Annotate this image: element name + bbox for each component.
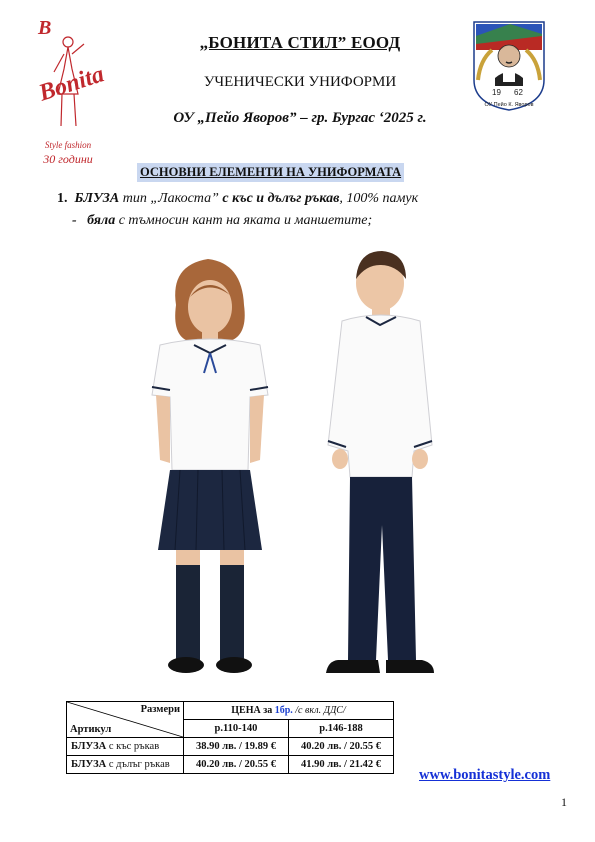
item-1-type: тип „Лакоста” xyxy=(119,191,223,206)
price-cell: 40.20 лв. / 20.55 € xyxy=(289,738,394,756)
price-header xyxy=(184,702,394,720)
price-cell: 38.90 лв. / 19.89 € xyxy=(184,738,289,756)
item-1-dash: - xyxy=(72,213,77,228)
price-table xyxy=(66,701,394,774)
boy-figure xyxy=(326,251,434,673)
item-1-detail xyxy=(72,213,372,229)
page-number: 1 xyxy=(561,795,567,809)
table-header-row xyxy=(67,702,394,720)
section-title: ОСНОВНИ ЕЛЕМЕНТИ НА УНИФОРМАТА xyxy=(137,163,404,182)
emblem-text: ОУ Пейо К. Яворов xyxy=(484,102,534,108)
bonita-logo xyxy=(28,14,113,166)
header-sizes: Размери xyxy=(140,704,180,715)
row-item: БЛУЗА xyxy=(71,741,107,752)
item-1-color: бяла xyxy=(87,213,116,228)
row-variant: с къс ръкав xyxy=(106,741,160,752)
row-variant: с дълъг ръкав xyxy=(106,759,170,770)
girl-figure xyxy=(152,259,268,673)
logo-letter: B xyxy=(38,17,52,39)
item-1-detail-text: с тъмносин кант на яката и маншетите; xyxy=(115,213,373,228)
price-prefix: ЦЕНА за xyxy=(231,705,275,716)
emblem-year-right: 62 xyxy=(514,88,523,97)
table-row xyxy=(67,738,394,756)
row-item: БЛУЗА xyxy=(71,759,107,770)
logo-brand: Bonita xyxy=(35,61,108,107)
company-name: „БОНИТА СТИЛ” ЕООД xyxy=(199,33,401,52)
row-label xyxy=(67,756,184,774)
logo-tagline: Style fashion xyxy=(44,140,92,150)
school-line: ОУ „Пейо Яворов” – гр. Бургас ‘2025 г. xyxy=(173,110,427,126)
item-1-material: , 100% памук xyxy=(339,191,419,206)
table-corner-header xyxy=(67,702,184,738)
price-qty: 1бр. xyxy=(274,705,293,716)
school-emblem xyxy=(470,20,548,112)
document-subtitle: УЧЕНИЧЕСКИ УНИФОРМИ xyxy=(203,74,397,90)
range-header: р.110-140 xyxy=(184,720,289,738)
emblem-year-left: 19 xyxy=(492,88,501,97)
item-1-name: БЛУЗА xyxy=(74,191,120,206)
price-cell: 40.20 лв. / 20.55 € xyxy=(184,756,289,774)
item-1 xyxy=(57,191,418,207)
range-header: р.146-188 xyxy=(289,720,394,738)
item-1-number: 1. xyxy=(57,191,68,206)
row-label xyxy=(67,738,184,756)
uniform-photo xyxy=(130,245,460,695)
logo-years: 30 години xyxy=(43,152,93,166)
bonita-logo-figure xyxy=(28,14,113,139)
price-cell: 41.90 лв. / 21.42 € xyxy=(289,756,394,774)
header-article: Артикул xyxy=(70,724,112,735)
price-suffix: /с вкл. ДДС/ xyxy=(292,705,346,716)
item-1-sleeves: с къс и дълъг ръкав xyxy=(222,191,340,206)
website-link[interactable]: www.bonitastyle.com xyxy=(419,767,551,783)
table-row xyxy=(67,756,394,774)
